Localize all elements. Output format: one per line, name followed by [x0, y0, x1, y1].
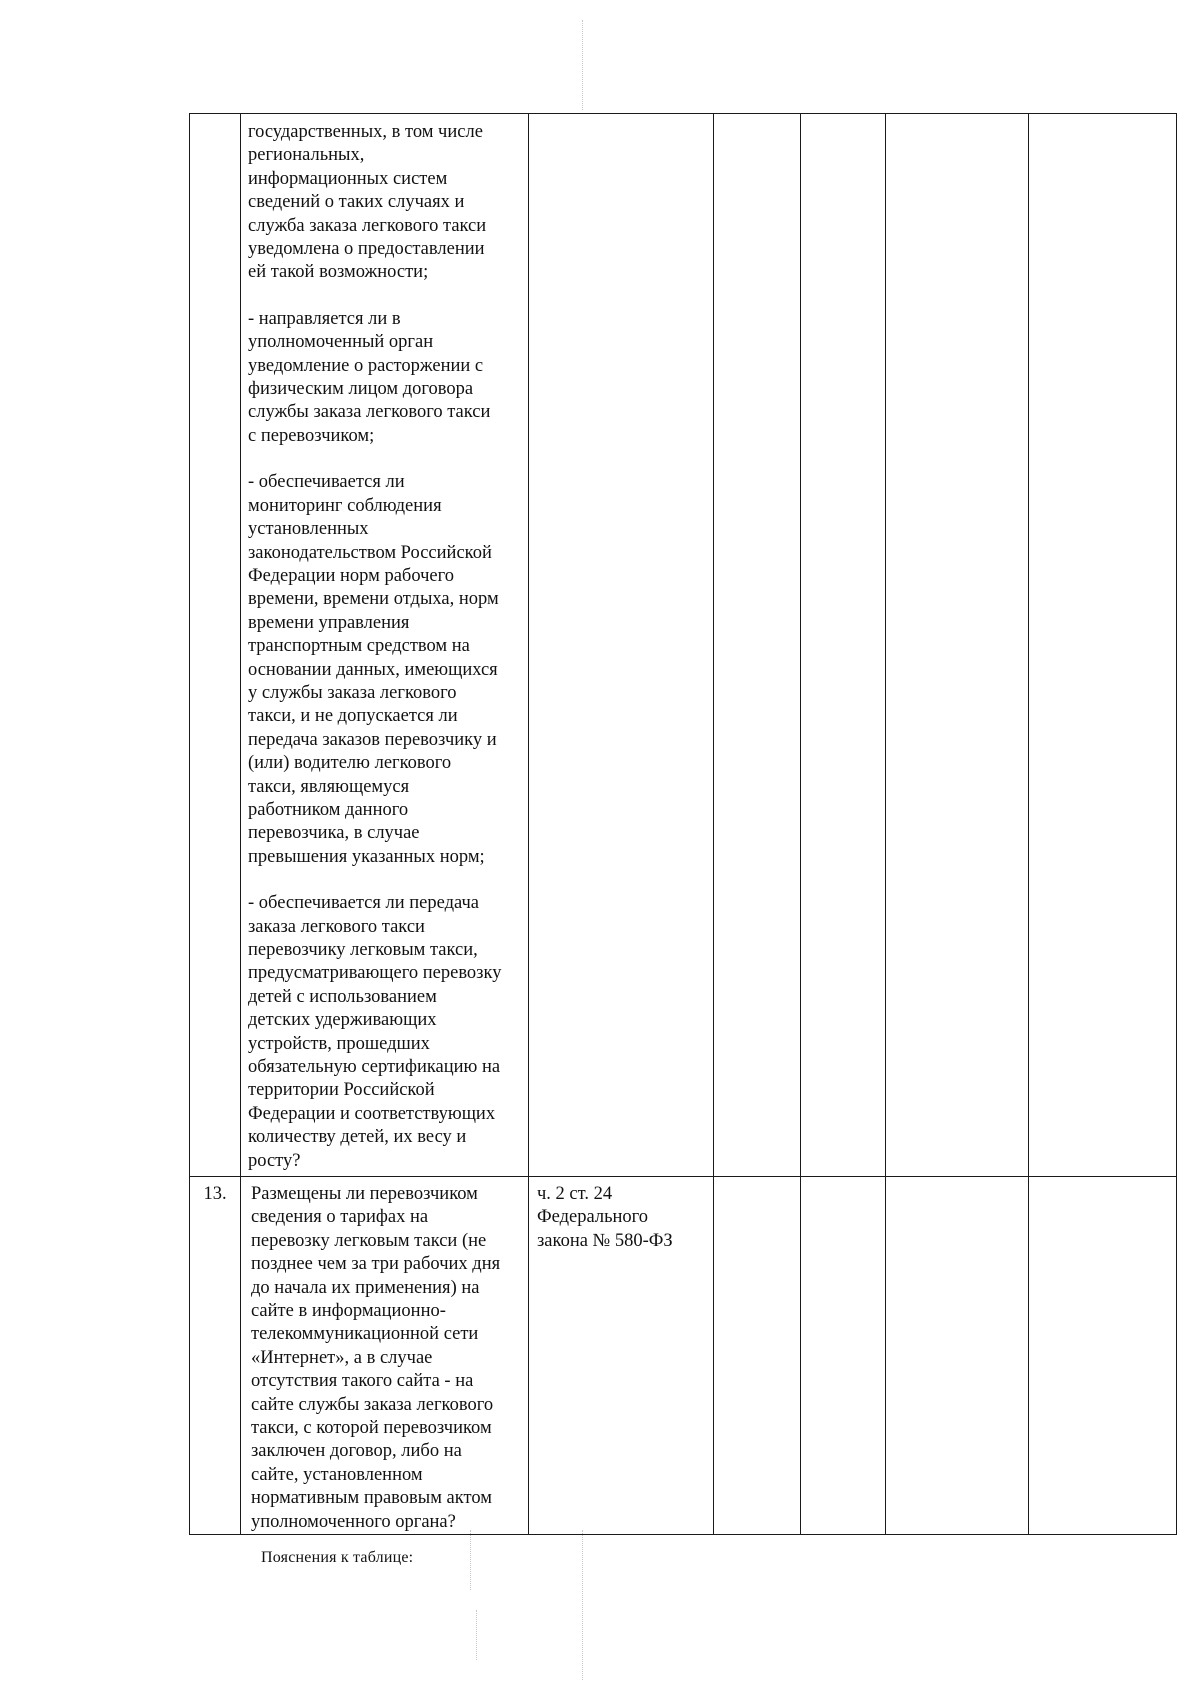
question-text-line: перевозку легковым такси (не: [251, 1230, 487, 1251]
answer-cell-no: [801, 1177, 886, 1535]
reference-cell: [529, 1177, 714, 1535]
reference-text-line: ч. 2 ст. 24: [537, 1184, 613, 1204]
question-paragraph: [248, 121, 528, 285]
scan-artifact: [470, 1530, 471, 1590]
question-text-line: передача заказов перевозчику и: [248, 729, 497, 750]
question-text-line: позднее чем за три рабочих дня: [251, 1254, 501, 1275]
question-text-line: заключен договор, либо на: [251, 1441, 462, 1462]
question-text-line: перевозчику легковым такси,: [248, 940, 478, 960]
question-text-line: сведения о тарифах на: [251, 1207, 429, 1228]
question-text-line: ей такой возможности;: [248, 262, 429, 283]
question-text-line: уполномоченный орган: [248, 332, 434, 353]
question-text-line: уполномоченного органа?: [251, 1511, 456, 1532]
answer-cell-no: [801, 114, 886, 1177]
question-text-line: Федерации норм рабочего: [248, 565, 454, 586]
question-text-line: законодательством Российской: [248, 542, 492, 563]
question-text-line: физическим лицом договора: [248, 379, 474, 400]
question-text-line: Размещены ли перевозчиком: [251, 1184, 478, 1204]
question-text-line: территории Российской: [248, 1080, 435, 1101]
question-text-line: у службы заказа легкового: [248, 682, 457, 703]
question-text-line: уведомление о расторжении с: [248, 355, 484, 376]
question-text-line: до начала их применения) на: [251, 1277, 480, 1298]
question-text-line: (или) водителю легкового: [248, 753, 452, 774]
row-number-cell: [190, 114, 241, 1177]
table-row-13: [190, 1177, 1177, 1535]
reference-cell: [529, 114, 714, 1177]
question-text-line: мониторинг соблюдения: [248, 495, 442, 516]
question-text-line: детей с использованием: [248, 986, 437, 1007]
question-text-line: телекоммуникационной сети: [251, 1324, 479, 1345]
question-text-line: уведомлена о предоставлении: [248, 239, 485, 260]
question-text-line: отсутствия такого сайта - на: [251, 1371, 474, 1392]
question-text-line: сайте, установленном: [251, 1464, 423, 1485]
question-text-line: транспортным средством на: [248, 636, 470, 657]
question-text-line: обязательную сертификацию на: [248, 1057, 501, 1078]
notes-cell: [1029, 114, 1177, 1177]
question-text-line: основании данных, имеющихся: [248, 659, 498, 680]
row-number-cell: 13.: [190, 1177, 241, 1535]
question-text-line: такси, являющемуся: [248, 776, 410, 797]
question-text-line: предусматривающего перевозку: [248, 963, 502, 984]
question-text-line: установленных: [248, 519, 369, 540]
question-text-line: «Интернет», а в случае: [251, 1347, 433, 1368]
scan-artifact: [476, 1610, 477, 1660]
question-text-line: - обеспечивается ли передача: [248, 893, 479, 914]
question-paragraph: [248, 892, 528, 1173]
scan-artifact: [582, 1530, 583, 1680]
question-text-line: количеству детей, их весу и: [248, 1127, 467, 1148]
question-text-line: такси, и не допускается ли: [248, 706, 458, 727]
checklist-table: [189, 113, 1177, 1535]
question-text-line: региональных,: [248, 145, 365, 166]
question-text-line: превышения указанных норм;: [248, 846, 485, 867]
question-paragraph: [248, 308, 528, 448]
question-text-line: - обеспечивается ли: [248, 472, 405, 493]
question-cell: [241, 114, 529, 1177]
question-text-line: заказа легкового такси: [248, 916, 425, 937]
question-text-line: работником данного: [248, 799, 409, 820]
question-cell: [241, 1177, 529, 1535]
question-text-line: с перевозчиком;: [248, 425, 375, 446]
notes-cell: [1029, 1177, 1177, 1535]
question-text-line: - направляется ли в: [248, 308, 401, 329]
question-text-line: перевозчика, в случае: [248, 823, 420, 844]
question-text-line: детских удерживающих: [248, 1010, 437, 1031]
question-text-line: росту?: [248, 1150, 301, 1171]
table-footnote-label: Пояснения к таблице:: [261, 1549, 414, 1566]
question-text-line: сайте службы заказа легкового: [251, 1394, 494, 1415]
question-text-line: служба заказа легкового такси: [248, 215, 487, 236]
question-text-line: службы заказа легкового такси: [248, 402, 491, 423]
question-text-line: сведений о таких случаях и: [248, 192, 465, 213]
answer-cell-yes: [714, 114, 801, 1177]
question-text-line: устройств, прошедших: [248, 1033, 430, 1054]
answer-cell-not-applicable: [886, 1177, 1029, 1535]
question-text-line: информационных систем: [248, 168, 448, 189]
reference-text-line: Федерального: [537, 1207, 649, 1228]
scan-artifact: [582, 20, 583, 110]
answer-cell-not-applicable: [886, 114, 1029, 1177]
reference-text-line: закона № 580-ФЗ: [537, 1230, 673, 1251]
question-text-line: Федерации и соответствующих: [248, 1103, 496, 1124]
question-text-line: времени управления: [248, 612, 410, 633]
question-text-line: нормативным правовым актом: [251, 1488, 492, 1509]
question-text-line: такси, с которой перевозчиком: [251, 1418, 492, 1439]
table-row-continued: [190, 114, 1177, 1177]
question-text-line: сайте в информационно-: [251, 1301, 446, 1322]
question-text-line: времени, времени отдыха, норм: [248, 589, 499, 610]
question-text-line: государственных, в том числе: [248, 122, 483, 142]
answer-cell-yes: [714, 1177, 801, 1535]
question-paragraph: [248, 471, 528, 869]
